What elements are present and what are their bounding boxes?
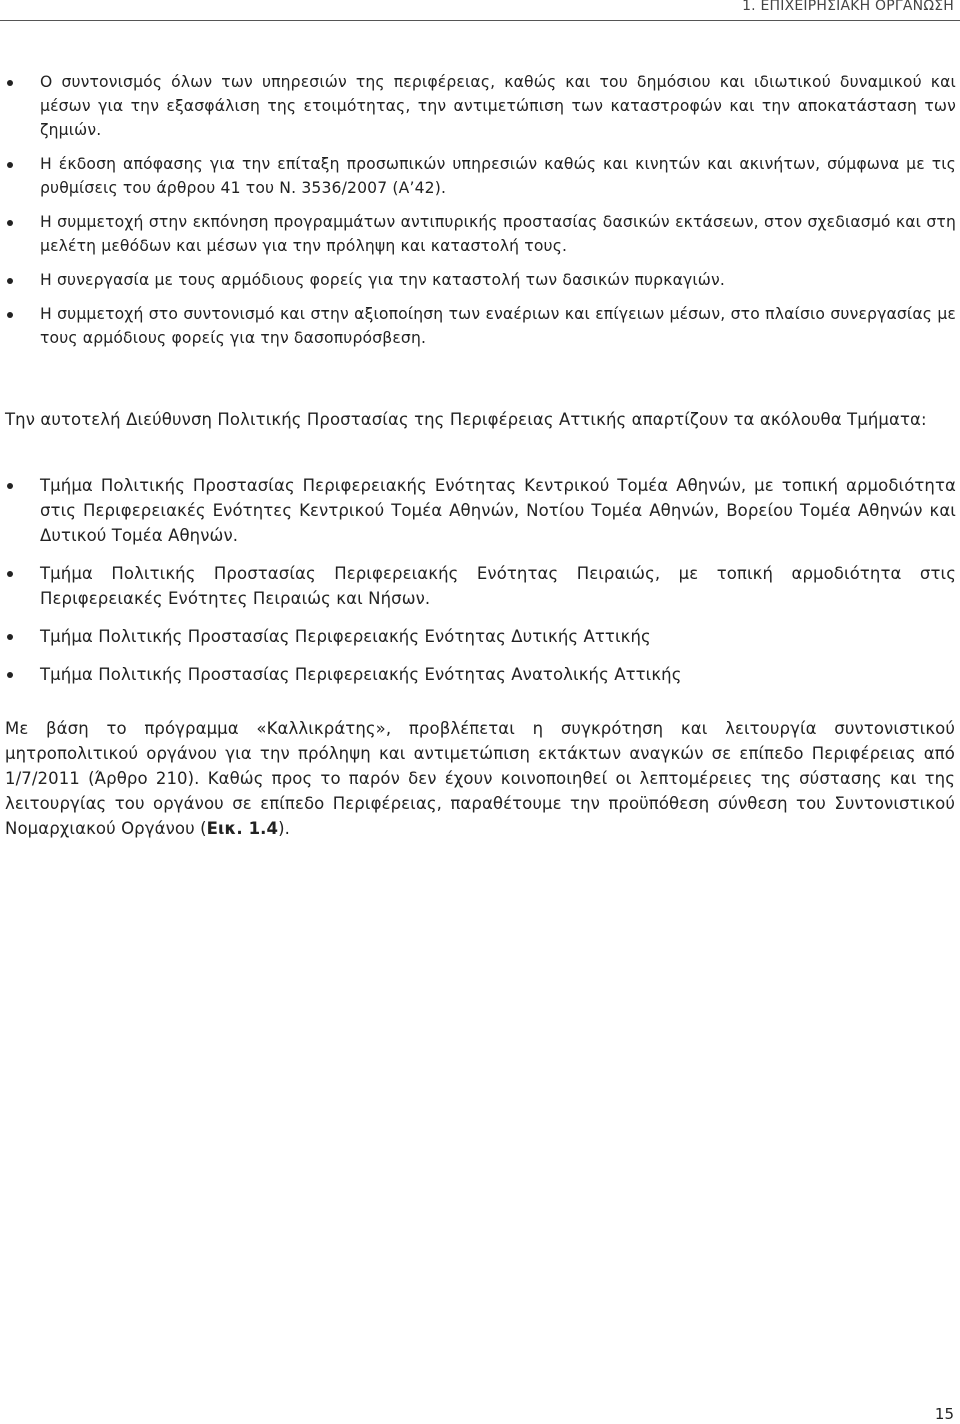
bullet-icon <box>7 672 13 678</box>
bullet-icon <box>7 571 13 577</box>
list-item: Η συμμετοχή στην εκπόνηση προγραμμάτων αντιπυρικής προστασίας δασικών εκτάσεων, στον σχεδιασμό και στη μελέτη μεθόδων και μέσων για την πρόληψη και καταστολή τους. <box>0 210 960 258</box>
bullet-icon <box>7 312 13 318</box>
bullet-icon <box>7 483 13 489</box>
intro-paragraph: Την αυτοτελή Διεύθυνση Πολιτικής Προστασίας της Περιφέρειας Αττικής απαρτίζουν τα ακόλουθα Τμήματα: <box>5 410 927 429</box>
list-item: Η έκδοση απόφασης για την επίταξη προσωπικών υπηρεσιών καθώς και κινητών και ακινήτων, σύμφωνα με τις ρυθμίσεις του άρθρου 41 του Ν. 3536/2007 (Α’42). <box>0 152 960 200</box>
list-item: Τμήμα Πολιτικής Προστασίας Περιφερειακής Ενότητας Πειραιώς, με τοπική αρμοδιότητα στις Περιφερειακές Ενότητες Πειραιώς και Νήσων. <box>0 561 960 611</box>
list-item: Η συμμετοχή στο συντονισμό και στην αξιοποίηση των εναέριων και επίγειων μέσων, στο πλαίσιο συνεργασίας με τους αρμόδιους φορείς για την δασοπυρόσβεση. <box>0 302 960 350</box>
closing-paragraph: Με βάση το πρόγραμμα «Καλλικράτης», προβλέπεται η συγκρότηση και λειτουργία συντονιστικού μητροπολιτικού οργάνου για την πρόληψη και αντιμετώπιση εκτάκτων αναγκών σε επίπεδο Περιφέρειας από 1/7/2011 (Άρθρο 210). Καθώς προς το παρόν δεν έχουν κοινοποιηθεί οι λεπτομέρειες της σύστασης και της λειτουργίας του οργάνου σε επίπεδο Περιφέρειας, παραθέτουμε την προϋπόθεση σύνθεση του Συντονιστικού Νομαρχιακού Οργάνου (Εικ. 1.4). <box>5 719 955 838</box>
bullet-icon <box>7 220 13 226</box>
list-item: Τμήμα Πολιτικής Προστασίας Περιφερειακής Ενότητας Δυτικής Αττικής <box>0 624 960 649</box>
bullet-icon <box>7 278 13 284</box>
bullet-icon <box>7 162 13 168</box>
header-divider <box>0 20 960 21</box>
page-header <box>0 0 960 22</box>
page-number: 15 <box>934 1405 954 1423</box>
list-item: Ο συντονισμός όλων των υπηρεσιών της περιφέρειας, καθώς και του δημόσιου και ιδιωτικού δυναμικού και μέσων για την εξασφάλιση της ετοιμότητας, την αντιμετώπιση των καταστροφών και την αποκατάσταση των ζημιών. <box>0 70 960 142</box>
responsibilities-list <box>0 70 960 360</box>
list-item: Τμήμα Πολιτικής Προστασίας Περιφερειακής Ενότητας Κεντρικού Τομέα Αθηνών, με τοπική αρμοδιότητα στις Περιφερειακές Ενότητες Κεντρικού Τομέα Αθηνών, Νοτίου Τομέα Αθηνών, Βορείου Τομέα Αθηνών και Δυτικού Τομέα Αθηνών. <box>0 473 960 548</box>
list-item: Η συνεργασία με τους αρμόδιους φορείς για την καταστολή των δασικών πυρκαγιών. <box>0 268 960 292</box>
bullet-icon <box>7 634 13 640</box>
chapter-title: 1. ΕΠΙΧΕΙΡΗΣΙΑΚΗ ΟΡΓΑΝΩΣΗ <box>742 0 954 14</box>
list-item: Τμήμα Πολιτικής Προστασίας Περιφερειακής Ενότητας Ανατολικής Αττικής <box>0 662 960 687</box>
departments-list <box>0 473 960 700</box>
bullet-icon <box>7 80 13 86</box>
figure-reference: Εικ. 1.4 <box>206 819 279 838</box>
